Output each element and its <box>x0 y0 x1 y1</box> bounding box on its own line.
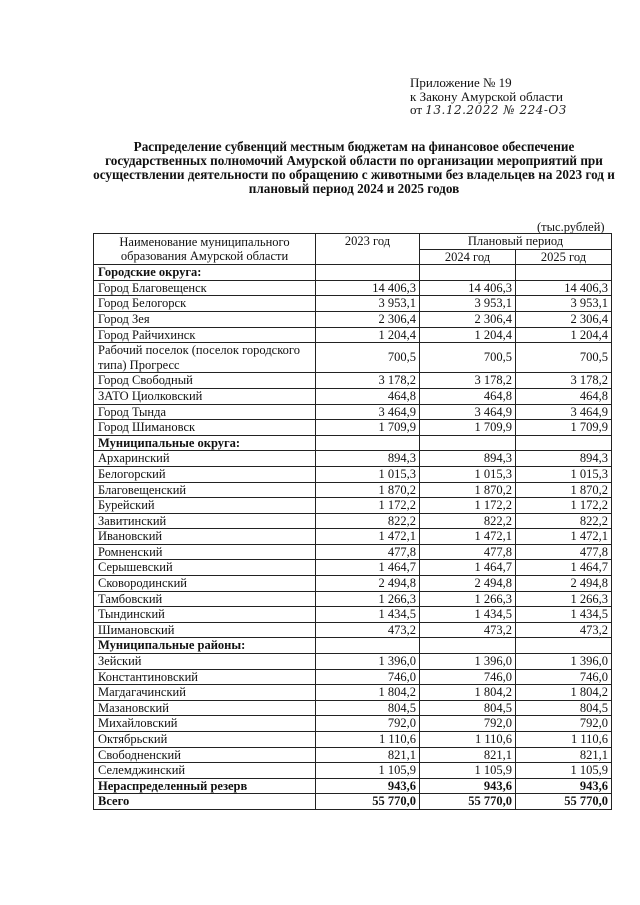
table-row <box>94 280 612 296</box>
value-2025: 821,1 <box>516 747 612 763</box>
municipality-name: Город Свободный <box>94 373 316 389</box>
value-2023: 2 494,8 <box>316 576 420 592</box>
table-row <box>94 544 612 560</box>
value-2025: 1 804,2 <box>516 685 612 701</box>
appendix-header <box>410 76 567 118</box>
value-2023: 1 172,2 <box>316 498 420 514</box>
value-2025: 1 472,1 <box>516 529 612 545</box>
value-2023: 14 406,3 <box>316 280 420 296</box>
table-row <box>94 529 612 545</box>
municipality-name: Селемджинский <box>94 763 316 779</box>
value-2025: 55 770,0 <box>516 794 612 810</box>
municipality-name: Магдагачинский <box>94 685 316 701</box>
value-2023: 1 015,3 <box>316 466 420 482</box>
value-2025: 473,2 <box>516 622 612 638</box>
table-row <box>94 591 612 607</box>
value-2023: 1 396,0 <box>316 654 420 670</box>
appendix-date-prefix: от <box>410 102 423 117</box>
value-2024: 894,3 <box>420 451 516 467</box>
section-row <box>94 265 612 281</box>
value-2024: 473,2 <box>420 622 516 638</box>
table-row <box>94 763 612 779</box>
municipality-name: Город Зея <box>94 311 316 327</box>
value-2024: 1 434,5 <box>420 607 516 623</box>
value-2025: 1 266,3 <box>516 591 612 607</box>
value-2024: 1 204,4 <box>420 327 516 343</box>
value-2023: 1 204,4 <box>316 327 420 343</box>
table-row <box>94 747 612 763</box>
value-2025: 3 464,9 <box>516 404 612 420</box>
municipality-name: Сковородинский <box>94 576 316 592</box>
table-row <box>94 560 612 576</box>
value-2023: 943,6 <box>316 778 420 794</box>
value-2023: 464,8 <box>316 388 420 404</box>
table-row <box>94 513 612 529</box>
table-row <box>94 685 612 701</box>
table-row <box>94 466 612 482</box>
municipality-name: Ромненский <box>94 544 316 560</box>
table-row <box>94 622 612 638</box>
value-2023: 3 178,2 <box>316 373 420 389</box>
municipality-name: Зейский <box>94 654 316 670</box>
value-2025: 804,5 <box>516 700 612 716</box>
municipality-name: Муниципальные округа: <box>94 435 316 451</box>
value-2024: 822,2 <box>420 513 516 529</box>
value-2023: 894,3 <box>316 451 420 467</box>
value-2024: 1 472,1 <box>420 529 516 545</box>
value-2024: 3 464,9 <box>420 404 516 420</box>
value-2025 <box>516 638 612 654</box>
municipality-name: Город Райчихинск <box>94 327 316 343</box>
value-2023: 477,8 <box>316 544 420 560</box>
municipality-name: Белогорский <box>94 466 316 482</box>
value-2023: 1 709,9 <box>316 420 420 436</box>
value-2023 <box>316 265 420 281</box>
table-row <box>94 669 612 685</box>
value-2023: 2 306,4 <box>316 311 420 327</box>
municipality-name: Шимановский <box>94 622 316 638</box>
municipality-name: Завитинский <box>94 513 316 529</box>
value-2025: 1 464,7 <box>516 560 612 576</box>
value-2023: 821,1 <box>316 747 420 763</box>
municipality-name: Архаринский <box>94 451 316 467</box>
table-row <box>94 451 612 467</box>
value-2023: 1 105,9 <box>316 763 420 779</box>
header-planned-period: Плановый период <box>420 234 612 250</box>
value-2024: 943,6 <box>420 778 516 794</box>
table-row <box>94 607 612 623</box>
value-2025 <box>516 265 612 281</box>
municipality-name: Ивановский <box>94 529 316 545</box>
value-2024: 700,5 <box>420 343 516 373</box>
section-row <box>94 638 612 654</box>
header-2023: 2023 год <box>316 234 420 265</box>
value-2025 <box>516 435 612 451</box>
municipality-name: ЗАТО Циолковский <box>94 388 316 404</box>
value-2023: 822,2 <box>316 513 420 529</box>
value-2023: 1 464,7 <box>316 560 420 576</box>
value-2025: 3 953,1 <box>516 296 612 312</box>
distribution-table <box>93 233 612 810</box>
municipality-name: Константиновский <box>94 669 316 685</box>
value-2024: 477,8 <box>420 544 516 560</box>
municipality-name: Бурейский <box>94 498 316 514</box>
municipality-name: Город Шимановск <box>94 420 316 436</box>
appendix-law-reference: к Закону Амурской области <box>410 88 563 104</box>
value-2024: 3 178,2 <box>420 373 516 389</box>
value-2023: 3 464,9 <box>316 404 420 420</box>
table-row <box>94 498 612 514</box>
value-2023: 1 870,2 <box>316 482 420 498</box>
value-2023: 746,0 <box>316 669 420 685</box>
municipality-name: Город Белогорск <box>94 296 316 312</box>
value-2023 <box>316 638 420 654</box>
value-2024: 804,5 <box>420 700 516 716</box>
value-2023: 700,5 <box>316 343 420 373</box>
value-2023: 3 953,1 <box>316 296 420 312</box>
value-2024: 1 870,2 <box>420 482 516 498</box>
table-row <box>94 388 612 404</box>
document-title: Распределение субвенций местным бюджетам на финансовое обеспечение государственных полномочий Амурской области по организации мероприятий при осуществлении деятельности по обращению с животными без владельцев на 2023 год и плановый период 2024 и 2025 годов <box>93 139 615 196</box>
table-row <box>94 732 612 748</box>
appendix-date-line <box>410 103 567 118</box>
municipality-name: Мазановский <box>94 700 316 716</box>
value-2024: 464,8 <box>420 388 516 404</box>
value-2024: 821,1 <box>420 747 516 763</box>
value-2024: 1 709,9 <box>420 420 516 436</box>
header-2024: 2024 год <box>420 249 516 265</box>
table-row <box>94 373 612 389</box>
value-2025: 464,8 <box>516 388 612 404</box>
value-2023: 1 472,1 <box>316 529 420 545</box>
municipality-name: Нераспределенный резерв <box>94 778 316 794</box>
value-2025: 3 178,2 <box>516 373 612 389</box>
value-2025: 1 204,4 <box>516 327 612 343</box>
value-2025: 2 306,4 <box>516 311 612 327</box>
unit-label: (тыс.рублей) <box>537 220 605 234</box>
municipality-name: Михайловский <box>94 716 316 732</box>
municipality-name: Благовещенский <box>94 482 316 498</box>
value-2025: 746,0 <box>516 669 612 685</box>
value-2024: 1 110,6 <box>420 732 516 748</box>
value-2023: 473,2 <box>316 622 420 638</box>
table-row <box>94 327 612 343</box>
value-2025: 792,0 <box>516 716 612 732</box>
value-2023: 804,5 <box>316 700 420 716</box>
table-row <box>94 654 612 670</box>
value-2025: 894,3 <box>516 451 612 467</box>
value-2025: 1 396,0 <box>516 654 612 670</box>
value-2023: 1 804,2 <box>316 685 420 701</box>
table-row <box>94 420 612 436</box>
value-2023: 55 770,0 <box>316 794 420 810</box>
municipality-name: Рабочий поселок (поселок городского типа) Прогресс <box>94 343 316 373</box>
municipality-name: Город Благовещенск <box>94 280 316 296</box>
value-2024: 1 105,9 <box>420 763 516 779</box>
municipality-name: Свободненский <box>94 747 316 763</box>
value-2024: 1 266,3 <box>420 591 516 607</box>
table-row <box>94 343 612 373</box>
value-2025: 2 494,8 <box>516 576 612 592</box>
value-2024: 14 406,3 <box>420 280 516 296</box>
value-2025: 700,5 <box>516 343 612 373</box>
value-2023: 1 266,3 <box>316 591 420 607</box>
value-2024 <box>420 265 516 281</box>
table-row <box>94 716 612 732</box>
municipality-name: Городские округа: <box>94 265 316 281</box>
value-2024: 2 306,4 <box>420 311 516 327</box>
value-2025: 1 110,6 <box>516 732 612 748</box>
municipality-name: Тамбовский <box>94 591 316 607</box>
total-row <box>94 794 612 810</box>
value-2025: 1 105,9 <box>516 763 612 779</box>
value-2025: 1 434,5 <box>516 607 612 623</box>
municipality-name: Всего <box>94 794 316 810</box>
table-row <box>94 576 612 592</box>
appendix-number: Приложение № 19 <box>410 75 512 90</box>
value-2024 <box>420 435 516 451</box>
municipality-name: Муниципальные районы: <box>94 638 316 654</box>
table-row <box>94 404 612 420</box>
value-2024 <box>420 638 516 654</box>
municipality-name: Город Тында <box>94 404 316 420</box>
value-2023: 792,0 <box>316 716 420 732</box>
value-2023: 1 434,5 <box>316 607 420 623</box>
value-2024: 1 396,0 <box>420 654 516 670</box>
table-row <box>94 296 612 312</box>
value-2025: 1 172,2 <box>516 498 612 514</box>
value-2024: 1 464,7 <box>420 560 516 576</box>
value-2023 <box>316 435 420 451</box>
value-2025: 822,2 <box>516 513 612 529</box>
handwritten-date-number: 13.12.2022 № 224-ОЗ <box>425 103 567 117</box>
value-2025: 1 015,3 <box>516 466 612 482</box>
header-2025: 2025 год <box>516 249 612 265</box>
value-2024: 1 015,3 <box>420 466 516 482</box>
table-row <box>94 482 612 498</box>
value-2023: 1 110,6 <box>316 732 420 748</box>
header-name: Наименование муниципального образования Амурской области <box>94 234 316 265</box>
value-2024: 792,0 <box>420 716 516 732</box>
value-2025: 477,8 <box>516 544 612 560</box>
table-body <box>94 265 612 810</box>
municipality-name: Тындинский <box>94 607 316 623</box>
value-2024: 2 494,8 <box>420 576 516 592</box>
total-row <box>94 778 612 794</box>
value-2025: 943,6 <box>516 778 612 794</box>
value-2025: 14 406,3 <box>516 280 612 296</box>
value-2025: 1 709,9 <box>516 420 612 436</box>
value-2024: 3 953,1 <box>420 296 516 312</box>
value-2024: 55 770,0 <box>420 794 516 810</box>
value-2025: 1 870,2 <box>516 482 612 498</box>
table-row <box>94 311 612 327</box>
municipality-name: Серышевский <box>94 560 316 576</box>
section-row <box>94 435 612 451</box>
value-2024: 1 804,2 <box>420 685 516 701</box>
value-2024: 746,0 <box>420 669 516 685</box>
value-2024: 1 172,2 <box>420 498 516 514</box>
table-row <box>94 700 612 716</box>
municipality-name: Октябрьский <box>94 732 316 748</box>
